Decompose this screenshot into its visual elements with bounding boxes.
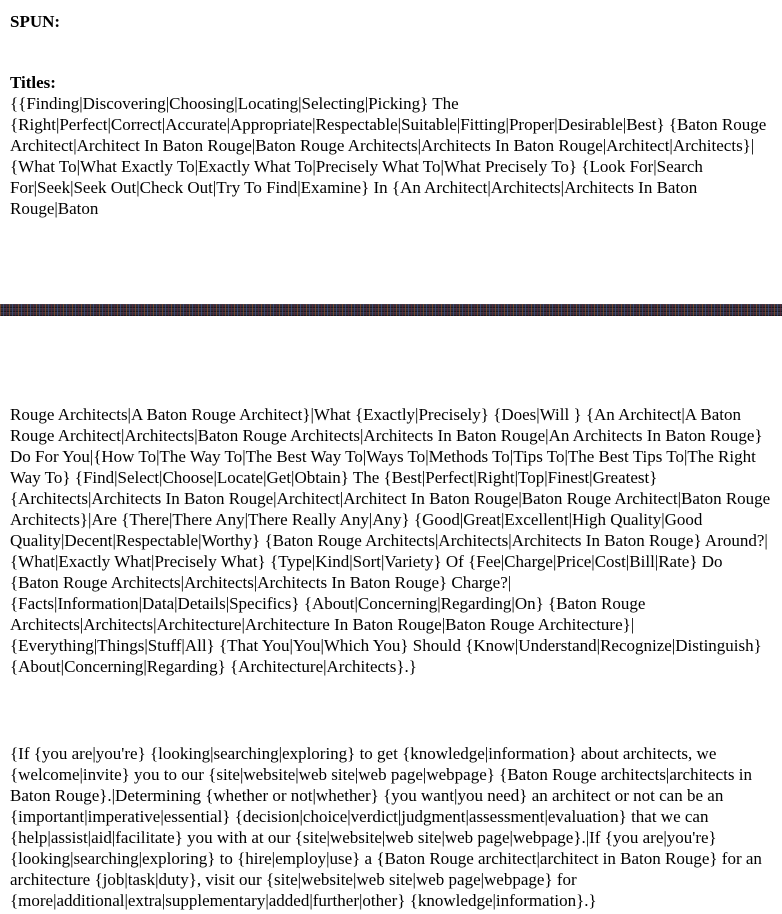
titles-heading: Titles: [10, 73, 56, 92]
separator-bar [0, 304, 782, 316]
spun-heading: SPUN: [10, 12, 61, 31]
titles-spintax-part-1: {{Finding|Discovering|Choosing|Locating|Selecting|Picking} The {Right|Perfect|Correct|Accurate|Appropriate|Respectable|Suitable|Fitting|Proper|Desirable|Best} {Baton Rouge Architect|Architect In Baton Rouge|Baton Rouge Architects|Architects In Baton Rouge|Architect|Architects}|{What To|What Exactly To|Exactly What To|Precisely What To|What Precisely To} {Look For|Search For|Seek|Seek Out|Check Out|Try To Find|Examine} In {An Architect|Architects|Architects In Baton Rouge|Baton [10, 94, 767, 218]
description-spintax: {If {you are|you're} {looking|searching|exploring} to get {knowledge|information} about architects, we {welcome|invite} you to our {site|website|web site|web page|webpage} {Baton Rouge architects|architects in Baton Rouge}.|Determining {whether or not|whether} {you want|you need} an architect or not can be an {important|imperative|essential} {decision|choice|verdict|judgment|assessment|evaluation} that we can {help|assist|aid|facilitate} you with at our {site|website|web site|web page|webpage}.|If {you are|you're} {looking|searching|exploring} to {hire|employ|use} a {Baton Rouge architect|architect in Baton Rouge} for an architecture {job|task|duty}, visit our {site|website|web site|web page|webpage} for {more|additional|extra|supplementary|added|further|other} {knowledge|information}.} [10, 744, 762, 910]
titles-spintax-part-2: Rouge Architects|A Baton Rouge Architect}|What {Exactly|Precisely} {Does|Will } {An Architect|A Baton Rouge Architect|Architects|Baton Rouge Architects|Architects In Baton Rouge|An Architects In Baton Rouge} Do For You|{How To|The Way To|The Best Way To|Ways To|Methods To|Tips To|The Best Tips To|The Right Way To} {Find|Select|Choose|Locate|Get|Obtain} The {Best|Perfect|Right|Top|Finest|Greatest} {Architects|Architects In Baton Rouge|Architect|Architect In Baton Rouge|Baton Rouge Architect|Baton Rouge Architects}|Are {There|There Any|There Really Any|Any} {Good|Great|Excellent|High Quality|Good Quality|Decent|Respectable|Worthy} {Baton Rouge Architects|Architects|Architects In Baton Rouge} Around?|{What|Exactly What|Precisely What} {Type|Kind|Sort|Variety} Of {Fee|Charge|Price|Cost|Bill|Rate} Do {Baton Rouge Architects|Architects|Architects In Baton Rouge} Charge?|{Facts|Information|Data|Details|Specifics} {About|Concerning|Regarding|On} {Baton Rouge Architects|Architects|Architecture|Architecture In Baton Rouge|Baton Rouge Architecture}|{Everything|Things|Stuff|All} {That You|You|Which You} Should {Know|Understand|Recognize|Distinguish} {About|Concerning|Regarding} {Architecture|Architects}.} [10, 405, 771, 676]
